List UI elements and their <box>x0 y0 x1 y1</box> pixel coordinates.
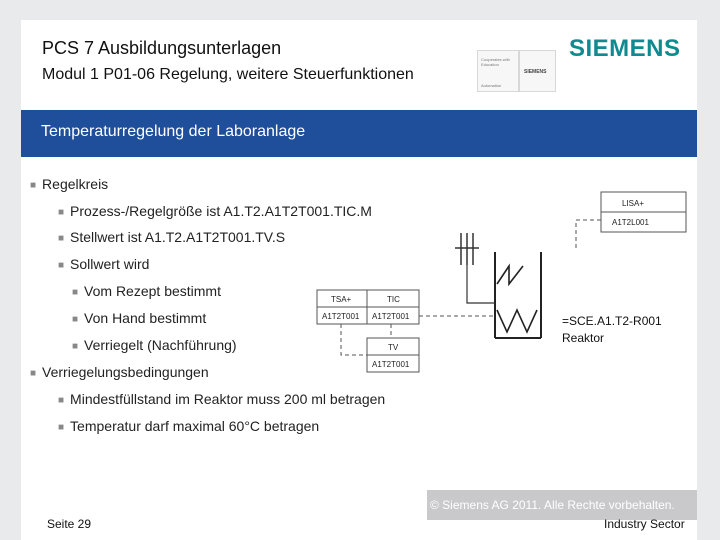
education-logo: Cooperates with Education Automation <box>477 50 519 92</box>
slide <box>21 20 697 540</box>
list-item: ■ Mindestfüllstand im Reaktor muss 200 ml betragen <box>58 391 386 407</box>
reactor-label: Reaktor <box>562 331 605 345</box>
pid-diagram <box>21 20 697 540</box>
list-item: ■ Verriegelt (Nachführung) <box>72 337 237 353</box>
tsa-tag: TSA+ <box>331 295 352 304</box>
tic-tag: TIC <box>387 295 400 304</box>
page-number: Seite 29 <box>47 517 92 531</box>
reactor-name: =SCE.A1.T2-R001 <box>562 314 662 328</box>
tv-id: A1T2T001 <box>372 360 410 369</box>
copyright: © Siemens AG 2011. Alle Rechte vorbehalten. <box>430 498 675 512</box>
siemens-logo: SIEMENS <box>569 35 681 62</box>
tic-id: A1T2T001 <box>372 312 410 321</box>
lisa-line <box>576 220 601 250</box>
reactor-vessel <box>495 252 541 338</box>
list-item: ■ Regelkreis <box>30 176 109 192</box>
list-item: ■ Vom Rezept bestimmt <box>72 283 221 299</box>
list-item: ■ Stellwert ist A1.T2.A1T2T001.TV.S <box>58 229 286 245</box>
heater-connection <box>467 265 495 303</box>
lisa-tag: LISA+ <box>622 199 645 208</box>
section-title: Temperaturregelung der Laboranlage <box>41 123 306 140</box>
tv-tag: TV <box>388 343 399 352</box>
signal-lines <box>341 316 495 355</box>
list-item: ■ Temperatur darf maximal 60°C betragen <box>58 418 320 434</box>
heater-leads <box>455 233 479 265</box>
tsa-id: A1T2T001 <box>322 312 360 321</box>
list-item: ■ Von Hand bestimmt <box>72 310 207 326</box>
siemens-small-logo: SIEMENS <box>519 50 556 92</box>
lisa-id: A1T2L001 <box>612 218 649 227</box>
list-item: ■ Sollwert wird <box>58 256 150 272</box>
page-subtitle: Modul 1 P01-06 Regelung, weitere Steuerfunktionen <box>42 66 414 83</box>
page-title: PCS 7 Ausbildungsunterlagen <box>42 38 282 58</box>
list-item: ■ Verriegelungsbedingungen <box>30 364 209 380</box>
industry-sector: Industry Sector <box>604 517 685 531</box>
list-item: ■ Prozess-/Regelgröße ist A1.T2.A1T2T001.TIC.M <box>58 203 372 219</box>
